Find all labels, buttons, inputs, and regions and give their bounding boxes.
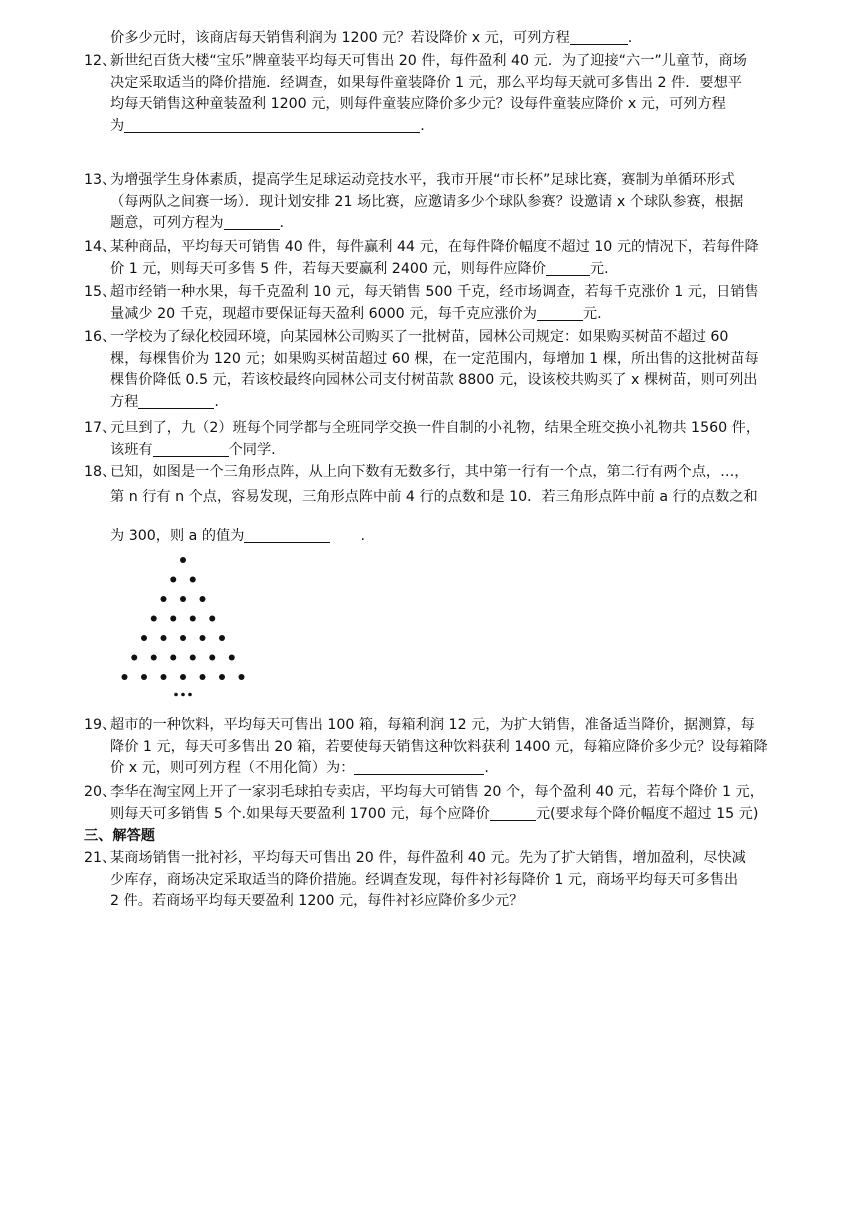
dot [219,674,225,680]
dot [141,635,147,641]
question-number: 12、 [84,53,117,69]
answer-blank-18[interactable] [244,527,330,543]
question-number: 21、 [84,850,117,866]
question-number: 14、 [84,239,117,255]
question-11-text: 价多少元时，该商店每天销售利润为 1200 元？若设降价 x 元，可列方程 [110,30,570,46]
question-15: 15、 超市经销一种水果，每千克盈利 10 元，每天销售 500 千克，经市场调查，若每千克涨价 1 元，日销售 量减少 20 千克，现超市要保证每天盈利 6000 元，每千克应涨价为 元. [84,284,759,322]
answer-blank-17[interactable] [153,441,229,457]
dot [180,596,186,602]
answer-blank-19[interactable] [354,759,484,775]
dot [180,674,186,680]
dot [180,557,186,563]
dot [229,655,235,661]
question-number: 13、 [84,172,117,188]
dot [209,616,215,622]
dot [170,655,176,661]
question-number: 20、 [84,784,117,800]
dot [209,655,215,661]
dot [239,674,245,680]
question-19: 19、 超市的一种饮料，平均每天可售出 100 箱，每箱利润 12 元，为扩大销售，准备适当降价，据测算，每 降价 1 元，每天可多售出 20 箱，若要使每天销售这种饮料获利 1400 元，每箱应降价多少元？设每箱降 价 x 元，则可列方程（不用化简）为： . [84,717,768,776]
answer-blank-12[interactable] [124,117,420,133]
section-heading: 三、解答题 [84,828,155,844]
answer-blank-15[interactable] [537,305,583,321]
question-12: 12、 新世纪百货大楼“宝乐”牌童装平均每天可售出 20 件，每件盈利 40 元．为了迎接“六一”儿童节，商场 决定采取适当的降价措施．经调查，如果每件童装降价 1 元，那么平均每天就可多售出 2 件．要想平 均每天销售这种童装盈利 1200 元，则每件童装应降价多少元？设每件童装应降价 x 元，可列方程 为 . [84,53,747,134]
dot [170,616,176,622]
answer-blank-13[interactable] [224,214,280,230]
dot [161,596,167,602]
dot [161,635,167,641]
dot [131,655,137,661]
answer-blank-14[interactable] [546,260,590,276]
ellipsis-dot [188,693,192,697]
dot [170,577,176,583]
dot [151,616,157,622]
dot [219,635,225,641]
question-18: 18、 已知，如图是一个三角形点阵，从上向下数有无数多行，其中第一行有一个点，第二行有两个点，…， 第 n 行有 n 个点，容易发现，三角形点阵中前 4 行的点数和是 10．若三角形点阵中前 a 行的点数之和 为 300，则 a 的值为 . [84,464,758,544]
question-13: 13、 为增强学生身体素质，提高学生足球运动竞技水平，我市开展“市长杯”足球比赛，赛制为单循环形式 （每两队之间赛一场）．现计划安排 21 场比赛，应邀请多少个球队参赛？设邀请 x 个球队参赛，根据 题意，可列方程为 . [84,172,744,231]
question-11-tail: 价多少元时，该商店每天销售利润为 1200 元？若设降价 x 元，可列方程 . [110,30,633,46]
dot [190,655,196,661]
question-16: 16、 一学校为了绿化校园环境，向某园林公司购买了一批树苗，园林公司规定：如果购买树苗不超过 60 棵，每棵售价为 120 元；如果购买树苗超过 60 棵，在一定范围内，每增加 1 棵，所出售的这批树苗每 棵售价降低 0.5 元，若该校最终向园林公司支付树苗款 8800 元，设该校共购买了 x 棵树苗，则可列出 方程 . [84,329,759,410]
question-number: 19、 [84,717,117,733]
dot [161,674,167,680]
question-21: 21、 某商场销售一批衬衫，平均每天可售出 20 件，每件盈利 40 元。先为了扩大销售，增加盈利，尽快减 少库存，商场决定采取适当的降价措施。经调查发现，每件衬衫每降价 1 元，商场平均每天可多售出 2 件。若商场平均每天要盈利 1200 元，每件衬衫应降价多少元？ [84,850,746,909]
answer-blank-20[interactable] [490,805,536,821]
ellipsis-dot [174,693,178,697]
dot [200,674,206,680]
triangular-dot-figure [100,552,270,712]
dot [190,577,196,583]
question-17: 17、 元旦到了，九（2）班每个同学都与全班同学交换一件自制的小礼物，结果全班交换小礼物共 1560 件， 该班有 个同学. [84,420,761,458]
answer-blank-11[interactable] [570,29,628,45]
dot [180,635,186,641]
dot [141,674,147,680]
dot [122,674,128,680]
ellipsis-dot [181,693,185,697]
dot [190,616,196,622]
answer-blank-16[interactable] [138,393,214,409]
question-number: 15、 [84,284,117,300]
question-number: 17、 [84,420,117,436]
dot [200,635,206,641]
question-number: 16、 [84,329,117,345]
question-20: 20、 李华在淘宝网上开了一家羽毛球拍专卖店，平均每大可销售 20 个，每个盈利 40 元，若每个降价 1 元， 则每天可多销售 5 个.如果每天要盈利 1700 元，每个应降价 元(要求每个降价幅度不超过 15 元) [84,784,764,822]
question-number: 18、 [84,464,117,480]
question-14: 14、 某种商品，平均每天可销售 40 件，每件赢利 44 元，在每件降价幅度不超过 10 元的情况下，若每件降 价 1 元，则每天可多售 5 件，若每天要赢利 2400 元，则每件应降价 元. [84,239,759,277]
dot [200,596,206,602]
dot [151,655,157,661]
